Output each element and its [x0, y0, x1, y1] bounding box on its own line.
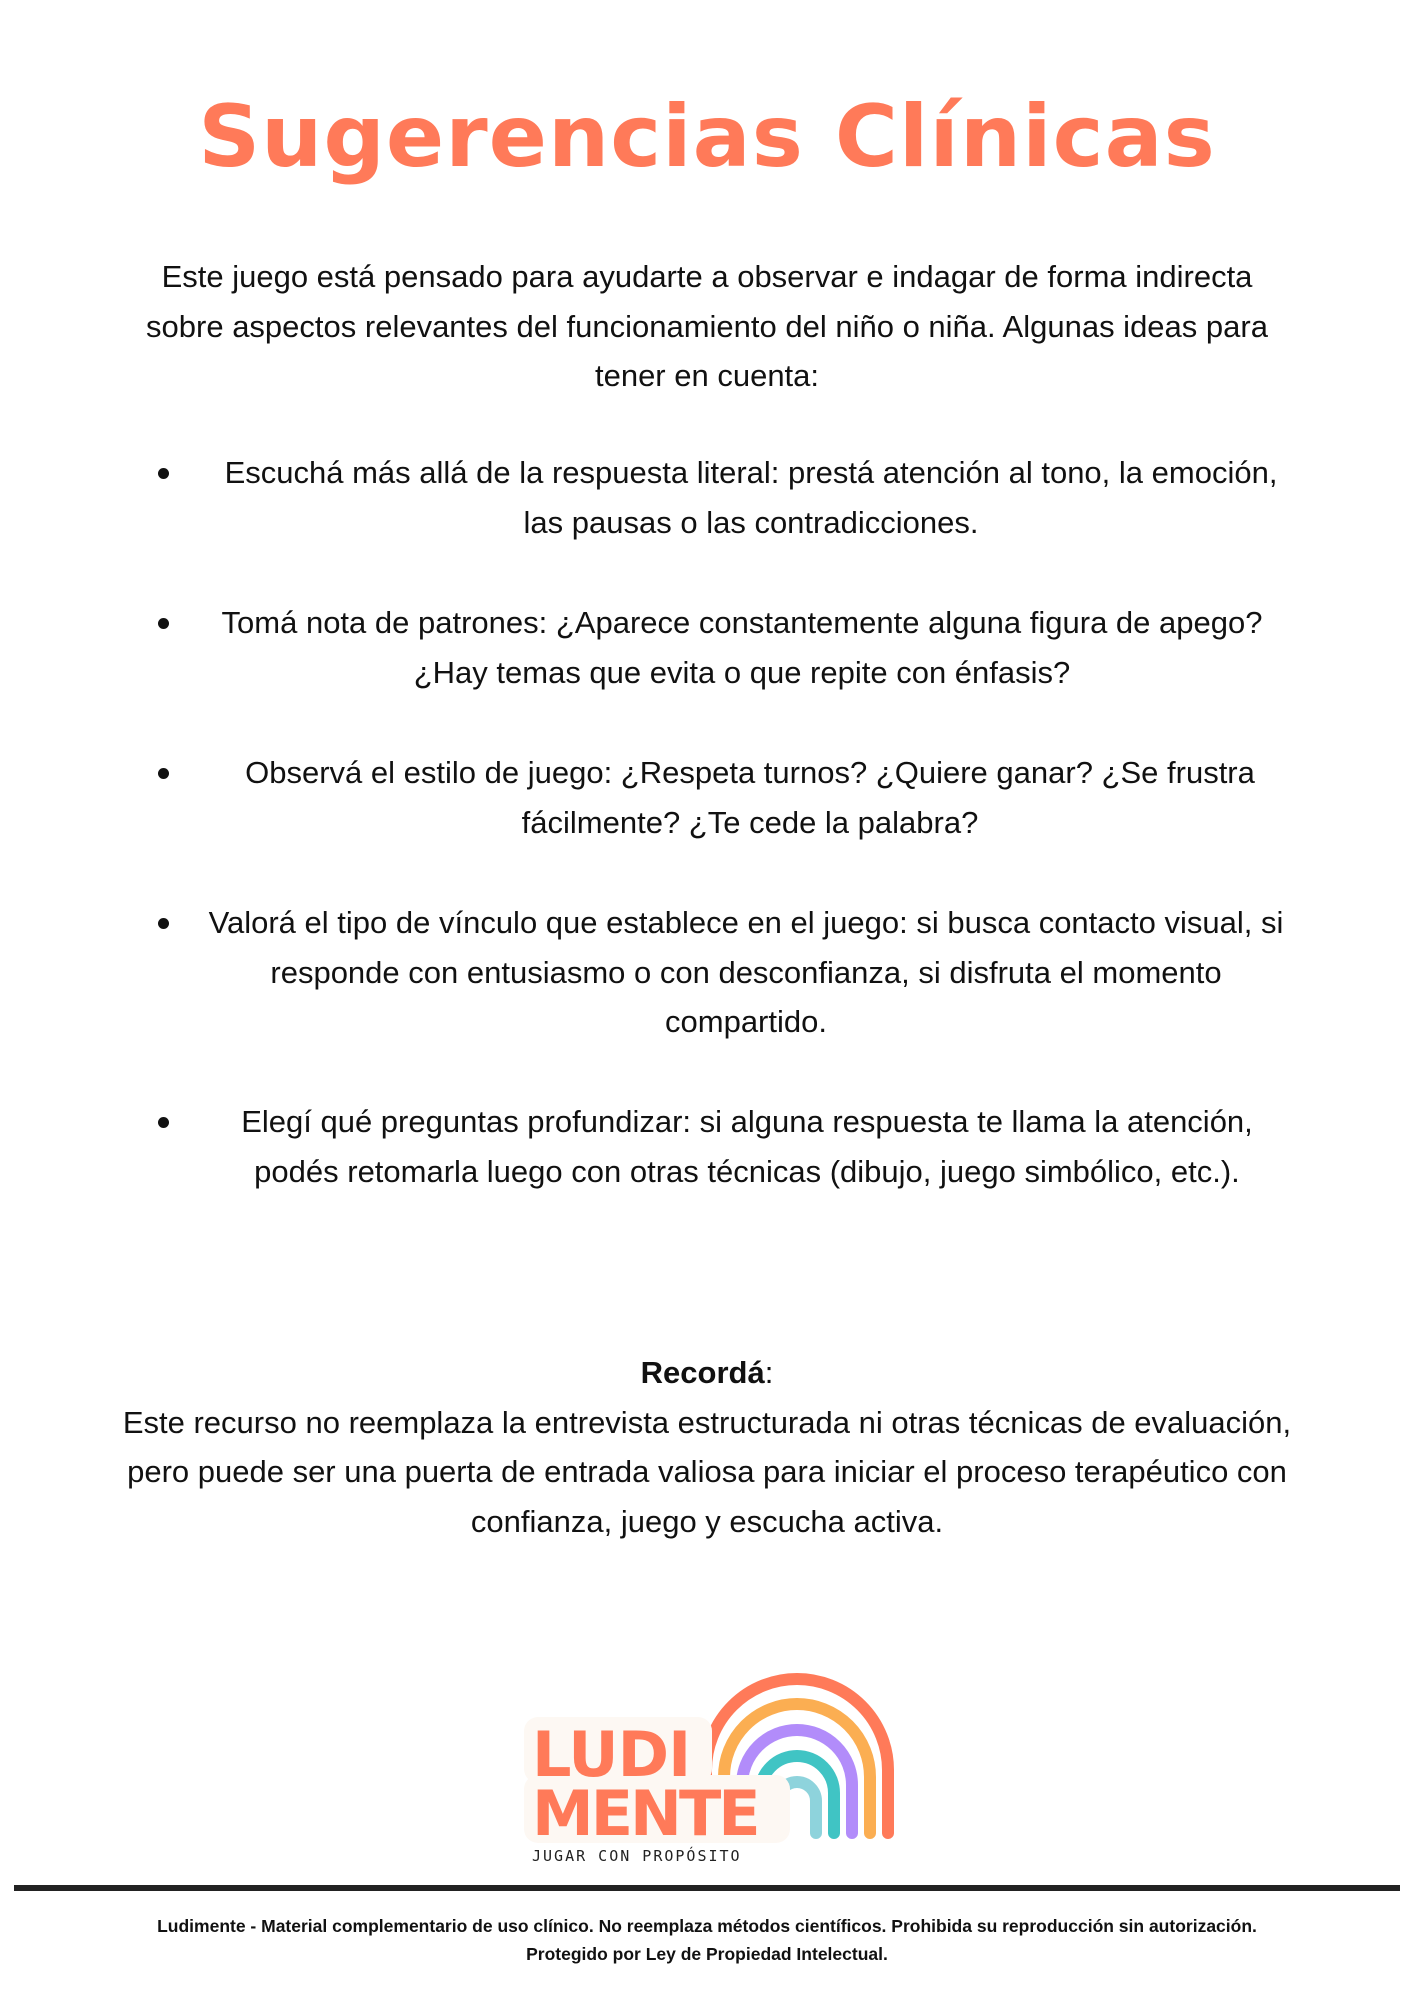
reminder-heading-line	[120, 1348, 1294, 1398]
tip-text: Escuchá más allá de la respuesta literal: prestá atención al tono, la emoción, las pausas o las contradicciones.	[224, 455, 1278, 540]
tip-text: Tomá nota de patrones: ¿Aparece constantemente alguna figura de apego? ¿Hay temas que evita o que repite con énfasis?	[221, 605, 1263, 690]
logo-line1: LUDI	[532, 1718, 691, 1791]
bullet-icon	[158, 918, 169, 929]
tip-text: Observá el estilo de juego: ¿Respeta turnos? ¿Quiere ganar? ¿Se frustra fácilmente? ¿Te cede la palabra?	[245, 755, 1255, 840]
tip-item	[150, 448, 1294, 547]
reminder-colon: :	[764, 1355, 774, 1390]
tip-text: Valorá el tipo de vínculo que establece en el juego: si busca contacto visual, si responde con entusiasmo o con desconfianza, si disfruta el momento compartido.	[208, 905, 1284, 1039]
intro-paragraph: Este juego está pensado para ayudarte a observar e indagar de forma indirecta sobre aspectos relevantes del funcionamiento del niño o niña. Algunas ideas para tener en cuenta:	[146, 259, 1268, 393]
tip-item	[150, 598, 1294, 697]
footer-copyright: Protegido por Ley de Propiedad Intelectual.	[526, 1944, 888, 1964]
bullet-icon	[158, 768, 169, 779]
tip-item	[150, 1097, 1294, 1196]
rainbow-logo-icon	[520, 1665, 900, 1875]
tip-item	[150, 898, 1294, 1047]
reminder-heading: Recordá	[640, 1355, 765, 1390]
ludimente-logo	[520, 1665, 900, 1875]
tip-item	[150, 748, 1294, 847]
footer-divider	[14, 1885, 1400, 1891]
reminder-text: Este recurso no reemplaza la entrevista estructurada ni otras técnicas de evaluación, pero puede ser una puerta de entrada valiosa para iniciar el proceso terapéutico con confianza, juego y escucha activa.	[122, 1404, 1292, 1539]
page-title: Sugerencias Clínicas	[198, 87, 1216, 187]
bullet-icon	[158, 618, 169, 629]
logo-line2: MENTE	[532, 1777, 758, 1850]
logo-tagline: JUGAR CON PROPÓSITO	[532, 1847, 742, 1865]
reminder-block	[120, 1348, 1294, 1546]
footer-disclaimer: Ludimente - Material complementario de uso clínico. No reemplaza métodos científicos. Prohibida su reproducción sin autorización.	[157, 1916, 1257, 1936]
footer	[0, 1912, 1414, 1968]
tip-text: Elegí qué preguntas profundizar: si alguna respuesta te llama la atención, podés retomarla luego con otras técnicas (dibujo, juego simbólico, etc.).	[241, 1104, 1253, 1189]
bullet-icon	[158, 468, 169, 479]
bullet-icon	[158, 1117, 169, 1128]
